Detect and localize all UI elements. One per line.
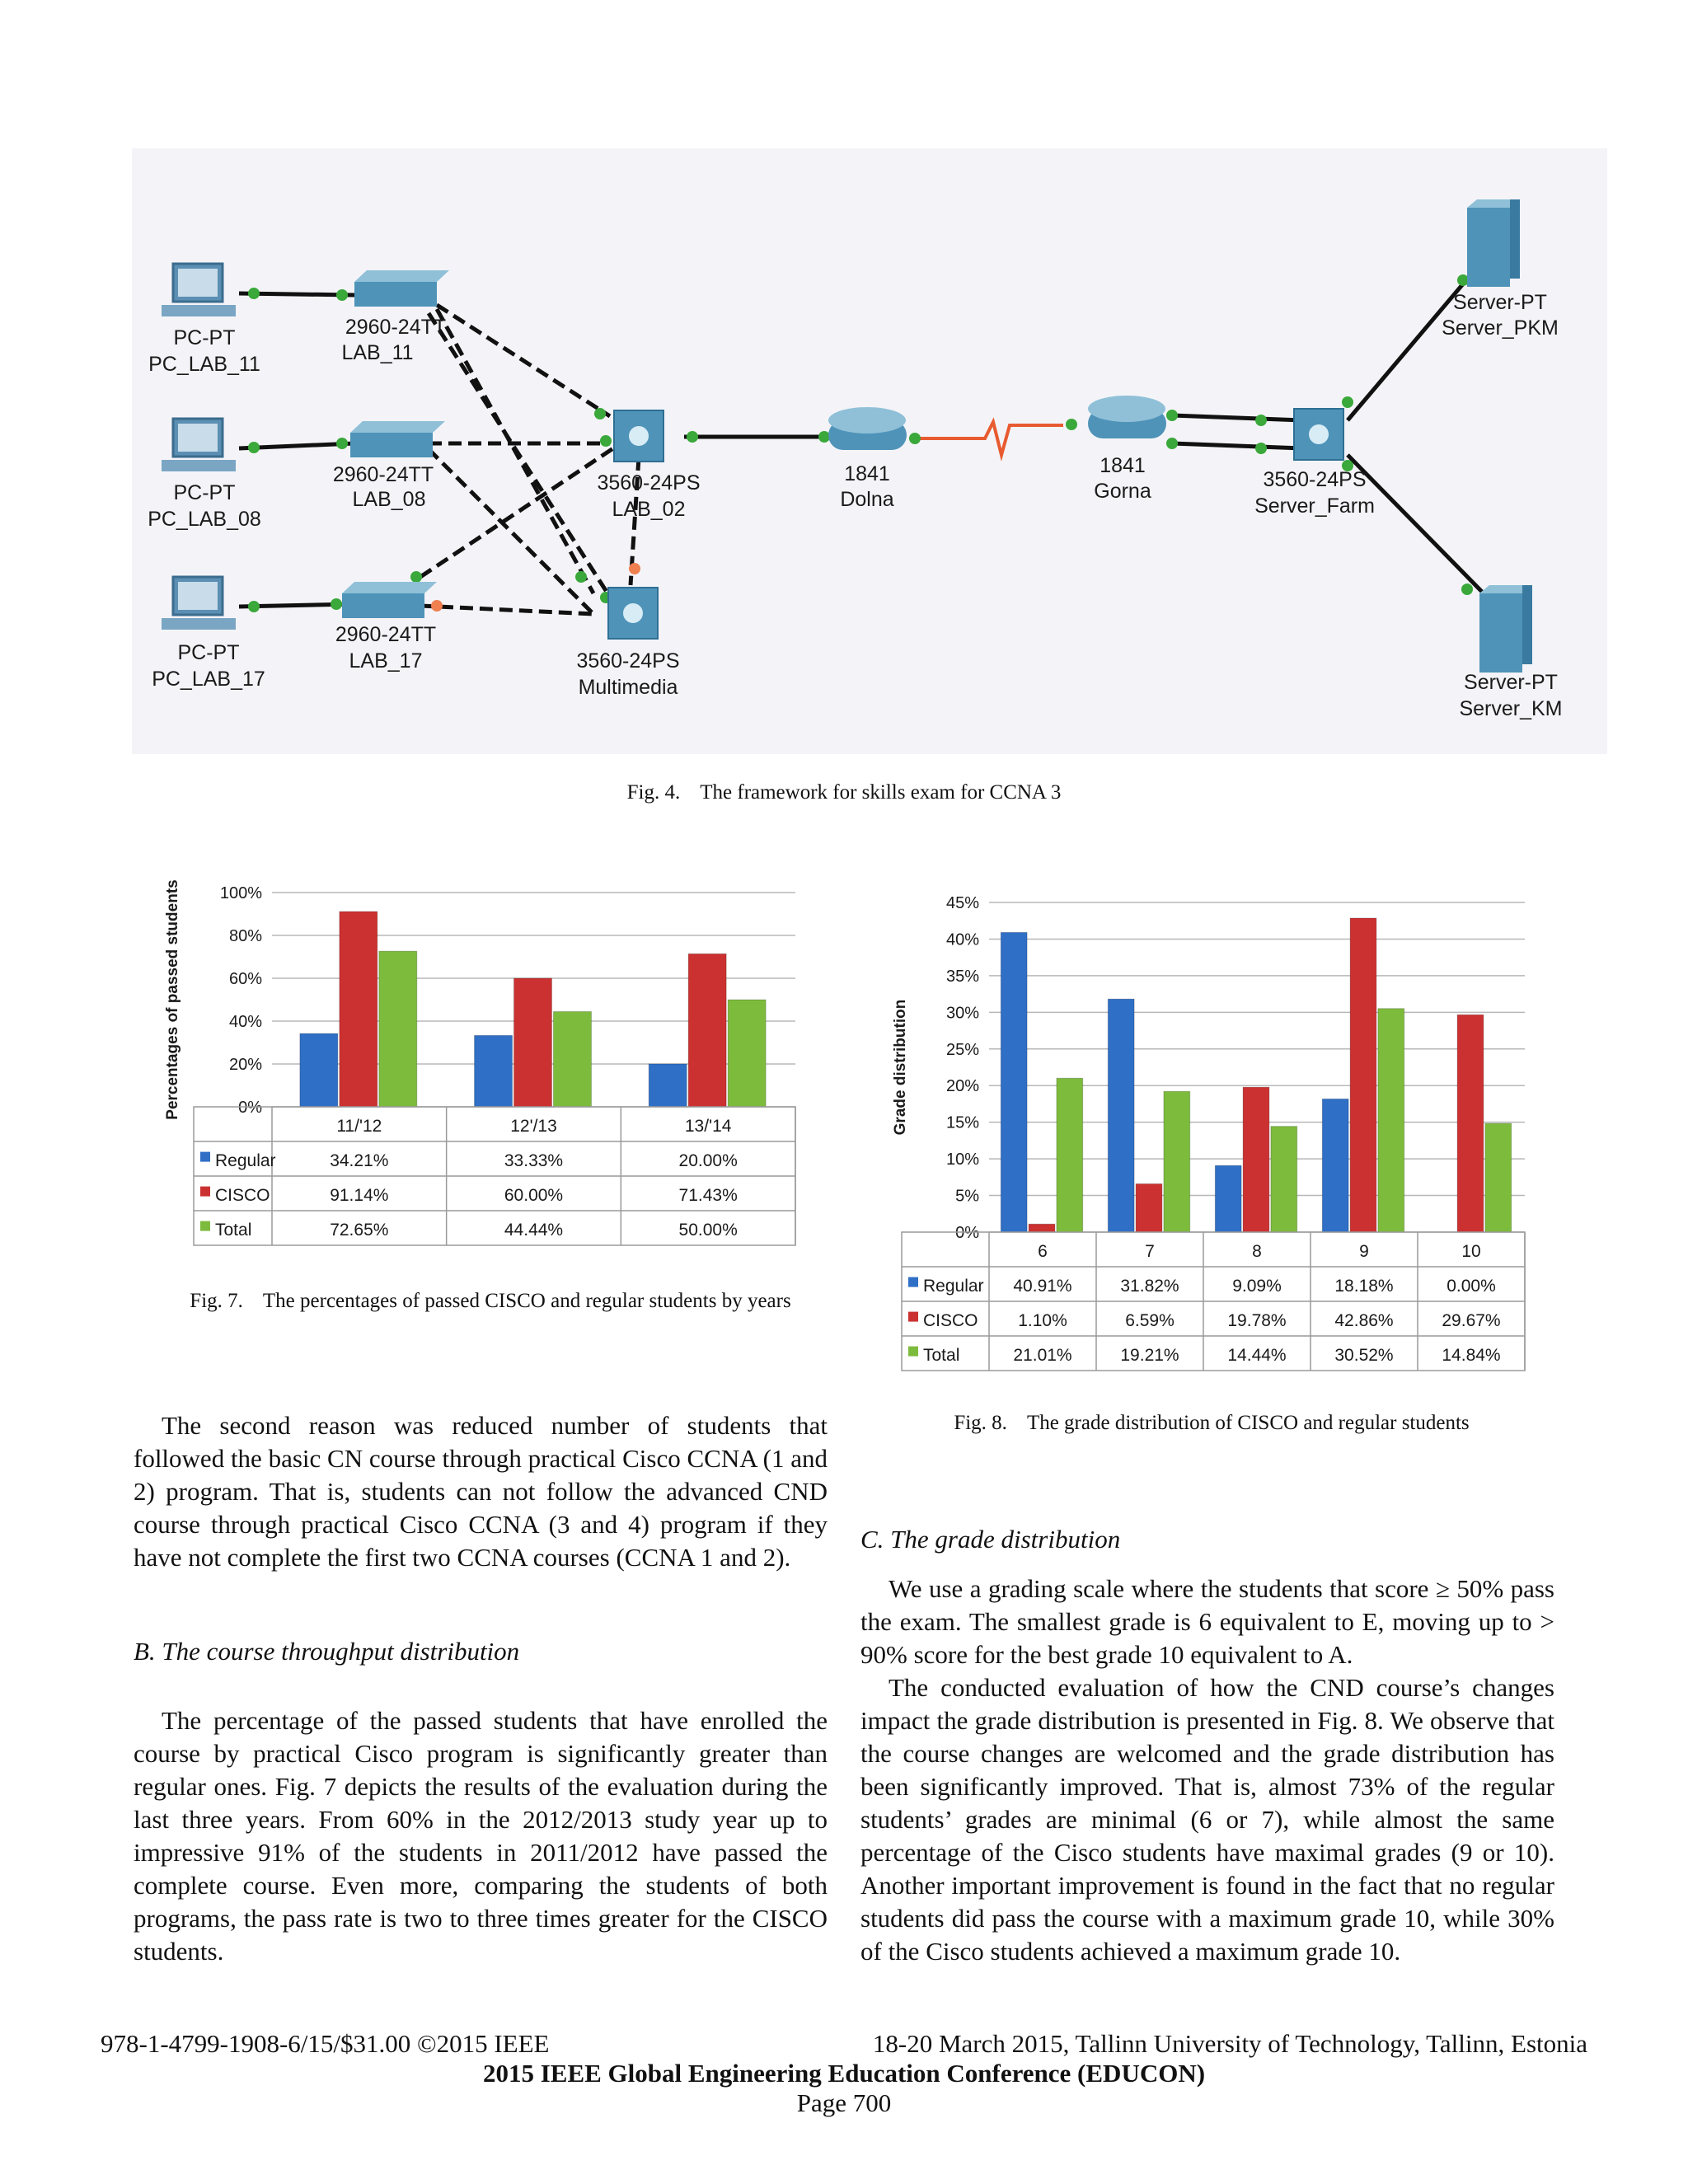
router-icon <box>1088 396 1166 438</box>
data-label: 91.14% <box>330 1186 389 1206</box>
y-tick-label: 40% <box>228 1013 262 1031</box>
multilayer-switch-icon <box>608 588 658 639</box>
data-label: 42.86% <box>1334 1311 1394 1331</box>
data-label: 0.00% <box>1447 1277 1496 1296</box>
y-tick-label: 0% <box>955 1224 979 1242</box>
section-heading: B. The course throughput distribution <box>134 1637 520 1666</box>
paragraph: The second reason was reduced number of students that followed the basic CN course through practical Cisco CCNA (1 and 2) program. That is, students can not follow the advanced CND course through practical Cisco CCNA (3 and 4) program if they have not complete the first two CCNA courses (CCNA 1 and 2). <box>134 1411 828 1572</box>
svg-text:PC-PT: PC-PT <box>173 481 236 504</box>
bar-cisco-8 <box>1243 1087 1269 1232</box>
multilayer-switch-icon <box>1294 409 1343 460</box>
switch-icon <box>342 582 437 618</box>
left-column <box>134 1409 828 1968</box>
y-tick-label: 0% <box>238 1099 262 1117</box>
figure7-caption: Fig. 7. The percentages of passed CISCO and regular students by years <box>190 1290 791 1312</box>
bar-regular-13/'14 <box>649 1064 687 1107</box>
footer-page: Page 700 <box>796 2088 892 2117</box>
svg-text:Server-PT: Server-PT <box>1464 671 1558 694</box>
data-label: 33.33% <box>504 1151 564 1171</box>
right-column <box>860 1523 1554 1968</box>
svg-text:Multimedia: Multimedia <box>578 676 678 699</box>
y-tick-label: 45% <box>945 894 979 912</box>
svg-text:Server_KM: Server_KM <box>1459 697 1563 720</box>
figure8-caption: Fig. 8. The grade distribution of CISCO and regular students <box>954 1412 1470 1434</box>
legend-swatch-cisco <box>908 1312 918 1322</box>
x-category-label: 11/'12 <box>336 1117 382 1137</box>
footer-venue: 18-20 March 2015, Tallinn University of Technology, Tallinn, Estonia <box>872 2029 1587 2058</box>
server-icon <box>1479 585 1532 673</box>
bar-total-6 <box>1057 1078 1083 1232</box>
data-label: 20.00% <box>678 1151 738 1171</box>
svg-text:PC-PT: PC-PT <box>173 326 236 349</box>
bar-cisco-9 <box>1350 918 1376 1232</box>
data-label: 6.59% <box>1125 1311 1175 1331</box>
x-category-label: 8 <box>1252 1242 1262 1262</box>
bar-total-12'/13 <box>553 1011 591 1107</box>
svg-text:PC-PT: PC-PT <box>177 641 240 664</box>
bar-cisco-12'/13 <box>514 978 552 1107</box>
switch-icon <box>350 421 445 457</box>
y-tick-label: 35% <box>945 967 979 986</box>
bar-total-10 <box>1485 1123 1512 1232</box>
svg-text:LAB_11: LAB_11 <box>341 341 414 364</box>
footer-conference: 2015 IEEE Global Engineering Education Conference (EDUCON) <box>482 2059 1206 2088</box>
data-label: 34.21% <box>330 1151 389 1171</box>
paragraph: The conducted evaluation of how the CND course’s changes impact the grade distribution is presented in Fig. 8. We observe that the course changes are welcomed and the grade distribution has been significantly improved. That is, almost 73% of the regular students’ grades are minimal (6 or 7), while almost the same percentage of the Cisco students have maximal grades (9 or 10). Another important improvement is found in the fact that no regular students did pass the course with a maximum grade 10, while 30% of the Cisco students achieved a maximum grade 10. <box>860 1673 1554 1966</box>
svg-text:LAB_08: LAB_08 <box>352 488 426 511</box>
data-label: 19.21% <box>1120 1346 1179 1366</box>
data-label: 72.65% <box>330 1221 389 1240</box>
data-label: 1.10% <box>1018 1311 1067 1331</box>
router-icon <box>828 407 907 450</box>
y-tick-label: 20% <box>228 1056 262 1074</box>
bar-regular-11/'12 <box>300 1033 338 1107</box>
svg-text:2960-24TT: 2960-24TT <box>332 463 434 486</box>
data-label: 44.44% <box>504 1221 564 1240</box>
bar-total-8 <box>1271 1127 1297 1232</box>
legend-swatch-cisco <box>200 1187 210 1197</box>
y-tick-label: 25% <box>945 1040 979 1059</box>
legend-label-total: Total <box>215 1221 252 1240</box>
svg-text:3560-24PS: 3560-24PS <box>576 649 680 673</box>
svg-text:Gorna: Gorna <box>1094 480 1151 503</box>
y-tick-label: 10% <box>945 1151 979 1169</box>
legend-label-cisco: CISCO <box>215 1186 270 1206</box>
bar-cisco-13/'14 <box>688 954 726 1107</box>
network-diagram <box>132 148 1607 754</box>
bar-cisco-7 <box>1136 1183 1162 1232</box>
svg-text:PC_LAB_17: PC_LAB_17 <box>152 668 265 691</box>
bar-regular-7 <box>1108 999 1134 1232</box>
y-tick-label: 30% <box>945 1004 979 1023</box>
bar-regular-8 <box>1215 1165 1241 1232</box>
y-tick-label: 40% <box>945 930 979 949</box>
switch-icon <box>354 270 449 307</box>
data-label: 14.44% <box>1227 1346 1287 1366</box>
bar-total-11/'12 <box>379 951 417 1107</box>
svg-text:PC_LAB_08: PC_LAB_08 <box>148 508 261 531</box>
y-axis-label: Percentages of passed students <box>164 879 181 1120</box>
y-axis-label: Grade distribution <box>892 999 909 1136</box>
svg-text:2960-24TT: 2960-24TT <box>345 316 447 339</box>
y-tick-label: 5% <box>955 1187 979 1206</box>
data-label: 50.00% <box>678 1221 738 1240</box>
legend-label-total: Total <box>923 1346 960 1366</box>
x-category-label: 9 <box>1359 1242 1369 1262</box>
paragraph: We use a grading scale where the students that score ≥ 50% pass the exam. The smallest grade is 6 equivalent to E, moving up to > 90% score for the best grade 10 equivalent to A. <box>860 1574 1554 1669</box>
data-label: 9.09% <box>1232 1277 1282 1296</box>
legend-swatch-total <box>200 1221 210 1231</box>
y-tick-label: 60% <box>228 970 262 988</box>
bar-total-7 <box>1164 1091 1190 1232</box>
legend-swatch-regular <box>200 1152 210 1162</box>
svg-text:1841: 1841 <box>1100 454 1146 477</box>
data-label: 14.84% <box>1442 1346 1501 1366</box>
bar-cisco-10 <box>1457 1015 1484 1232</box>
svg-text:Dolna: Dolna <box>840 488 894 511</box>
y-tick-label: 100% <box>219 884 262 902</box>
bar-total-9 <box>1378 1009 1404 1232</box>
chart-passed-students <box>161 878 845 1257</box>
footer-isbn: 978-1-4799-1908-6/15/$31.00 ©2015 IEEE <box>101 2029 550 2058</box>
figure4-caption: Fig. 4. The framework for skills exam for CCNA 3 <box>626 781 1062 804</box>
svg-text:Server_Farm: Server_Farm <box>1254 494 1375 518</box>
data-label: 21.01% <box>1013 1346 1072 1366</box>
server-icon <box>1467 199 1520 287</box>
data-label: 19.78% <box>1227 1311 1287 1331</box>
data-label: 29.67% <box>1442 1311 1501 1331</box>
bar-regular-9 <box>1322 1099 1348 1232</box>
x-category-label: 6 <box>1038 1242 1048 1262</box>
svg-text:2960-24TT: 2960-24TT <box>335 623 437 646</box>
svg-text:1841: 1841 <box>844 462 890 485</box>
data-label: 40.91% <box>1013 1277 1072 1296</box>
section-heading: C. The grade distribution <box>860 1525 1121 1554</box>
bar-cisco-6 <box>1029 1224 1055 1232</box>
data-label: 18.18% <box>1334 1277 1394 1296</box>
bar-regular-12'/13 <box>475 1035 513 1107</box>
bar-cisco-11/'12 <box>340 912 377 1107</box>
x-category-label: 13/'14 <box>684 1117 732 1137</box>
legend-label-regular: Regular <box>215 1151 276 1171</box>
data-label: 31.82% <box>1120 1277 1179 1296</box>
legend-swatch-regular <box>908 1277 918 1287</box>
svg-text:LAB_02: LAB_02 <box>612 498 686 521</box>
y-tick-label: 80% <box>228 927 262 945</box>
svg-text:LAB_17: LAB_17 <box>349 649 423 673</box>
bar-regular-6 <box>1001 932 1027 1232</box>
data-label: 30.52% <box>1334 1346 1394 1366</box>
y-tick-label: 15% <box>945 1113 979 1132</box>
svg-text:3560-24PS: 3560-24PS <box>597 471 701 494</box>
legend-label-cisco: CISCO <box>923 1311 978 1331</box>
x-category-label: 7 <box>1145 1242 1155 1262</box>
x-category-label: 12'/13 <box>510 1117 557 1137</box>
bar-total-13/'14 <box>728 1000 766 1107</box>
x-category-label: 10 <box>1461 1242 1481 1262</box>
legend-swatch-total <box>908 1347 918 1357</box>
svg-text:PC_LAB_11: PC_LAB_11 <box>148 353 260 376</box>
svg-text:Server-PT: Server-PT <box>1453 291 1547 314</box>
multilayer-switch-icon <box>614 410 663 462</box>
chart-grade-distribution <box>865 878 1541 1380</box>
legend-label-regular: Regular <box>923 1277 984 1296</box>
data-label: 60.00% <box>504 1186 564 1206</box>
svg-text:Server_PKM: Server_PKM <box>1442 316 1559 340</box>
data-label: 71.43% <box>678 1186 738 1206</box>
y-tick-label: 20% <box>945 1077 979 1096</box>
paragraph: The percentage of the passed students that have enrolled the course by practical Cisco program is significantly greater than regular ones. Fig. 7 depicts the results of the evaluation during the last three years. From 60% in the 2012/2013 study year up to impressive 91% of the students in 2011/2012 have passed the complete course. Even more, comparing the students of both programs, the pass rate is two to three times greater for the CISCO students. <box>134 1706 828 1966</box>
svg-text:3560-24PS: 3560-24PS <box>1263 468 1367 491</box>
